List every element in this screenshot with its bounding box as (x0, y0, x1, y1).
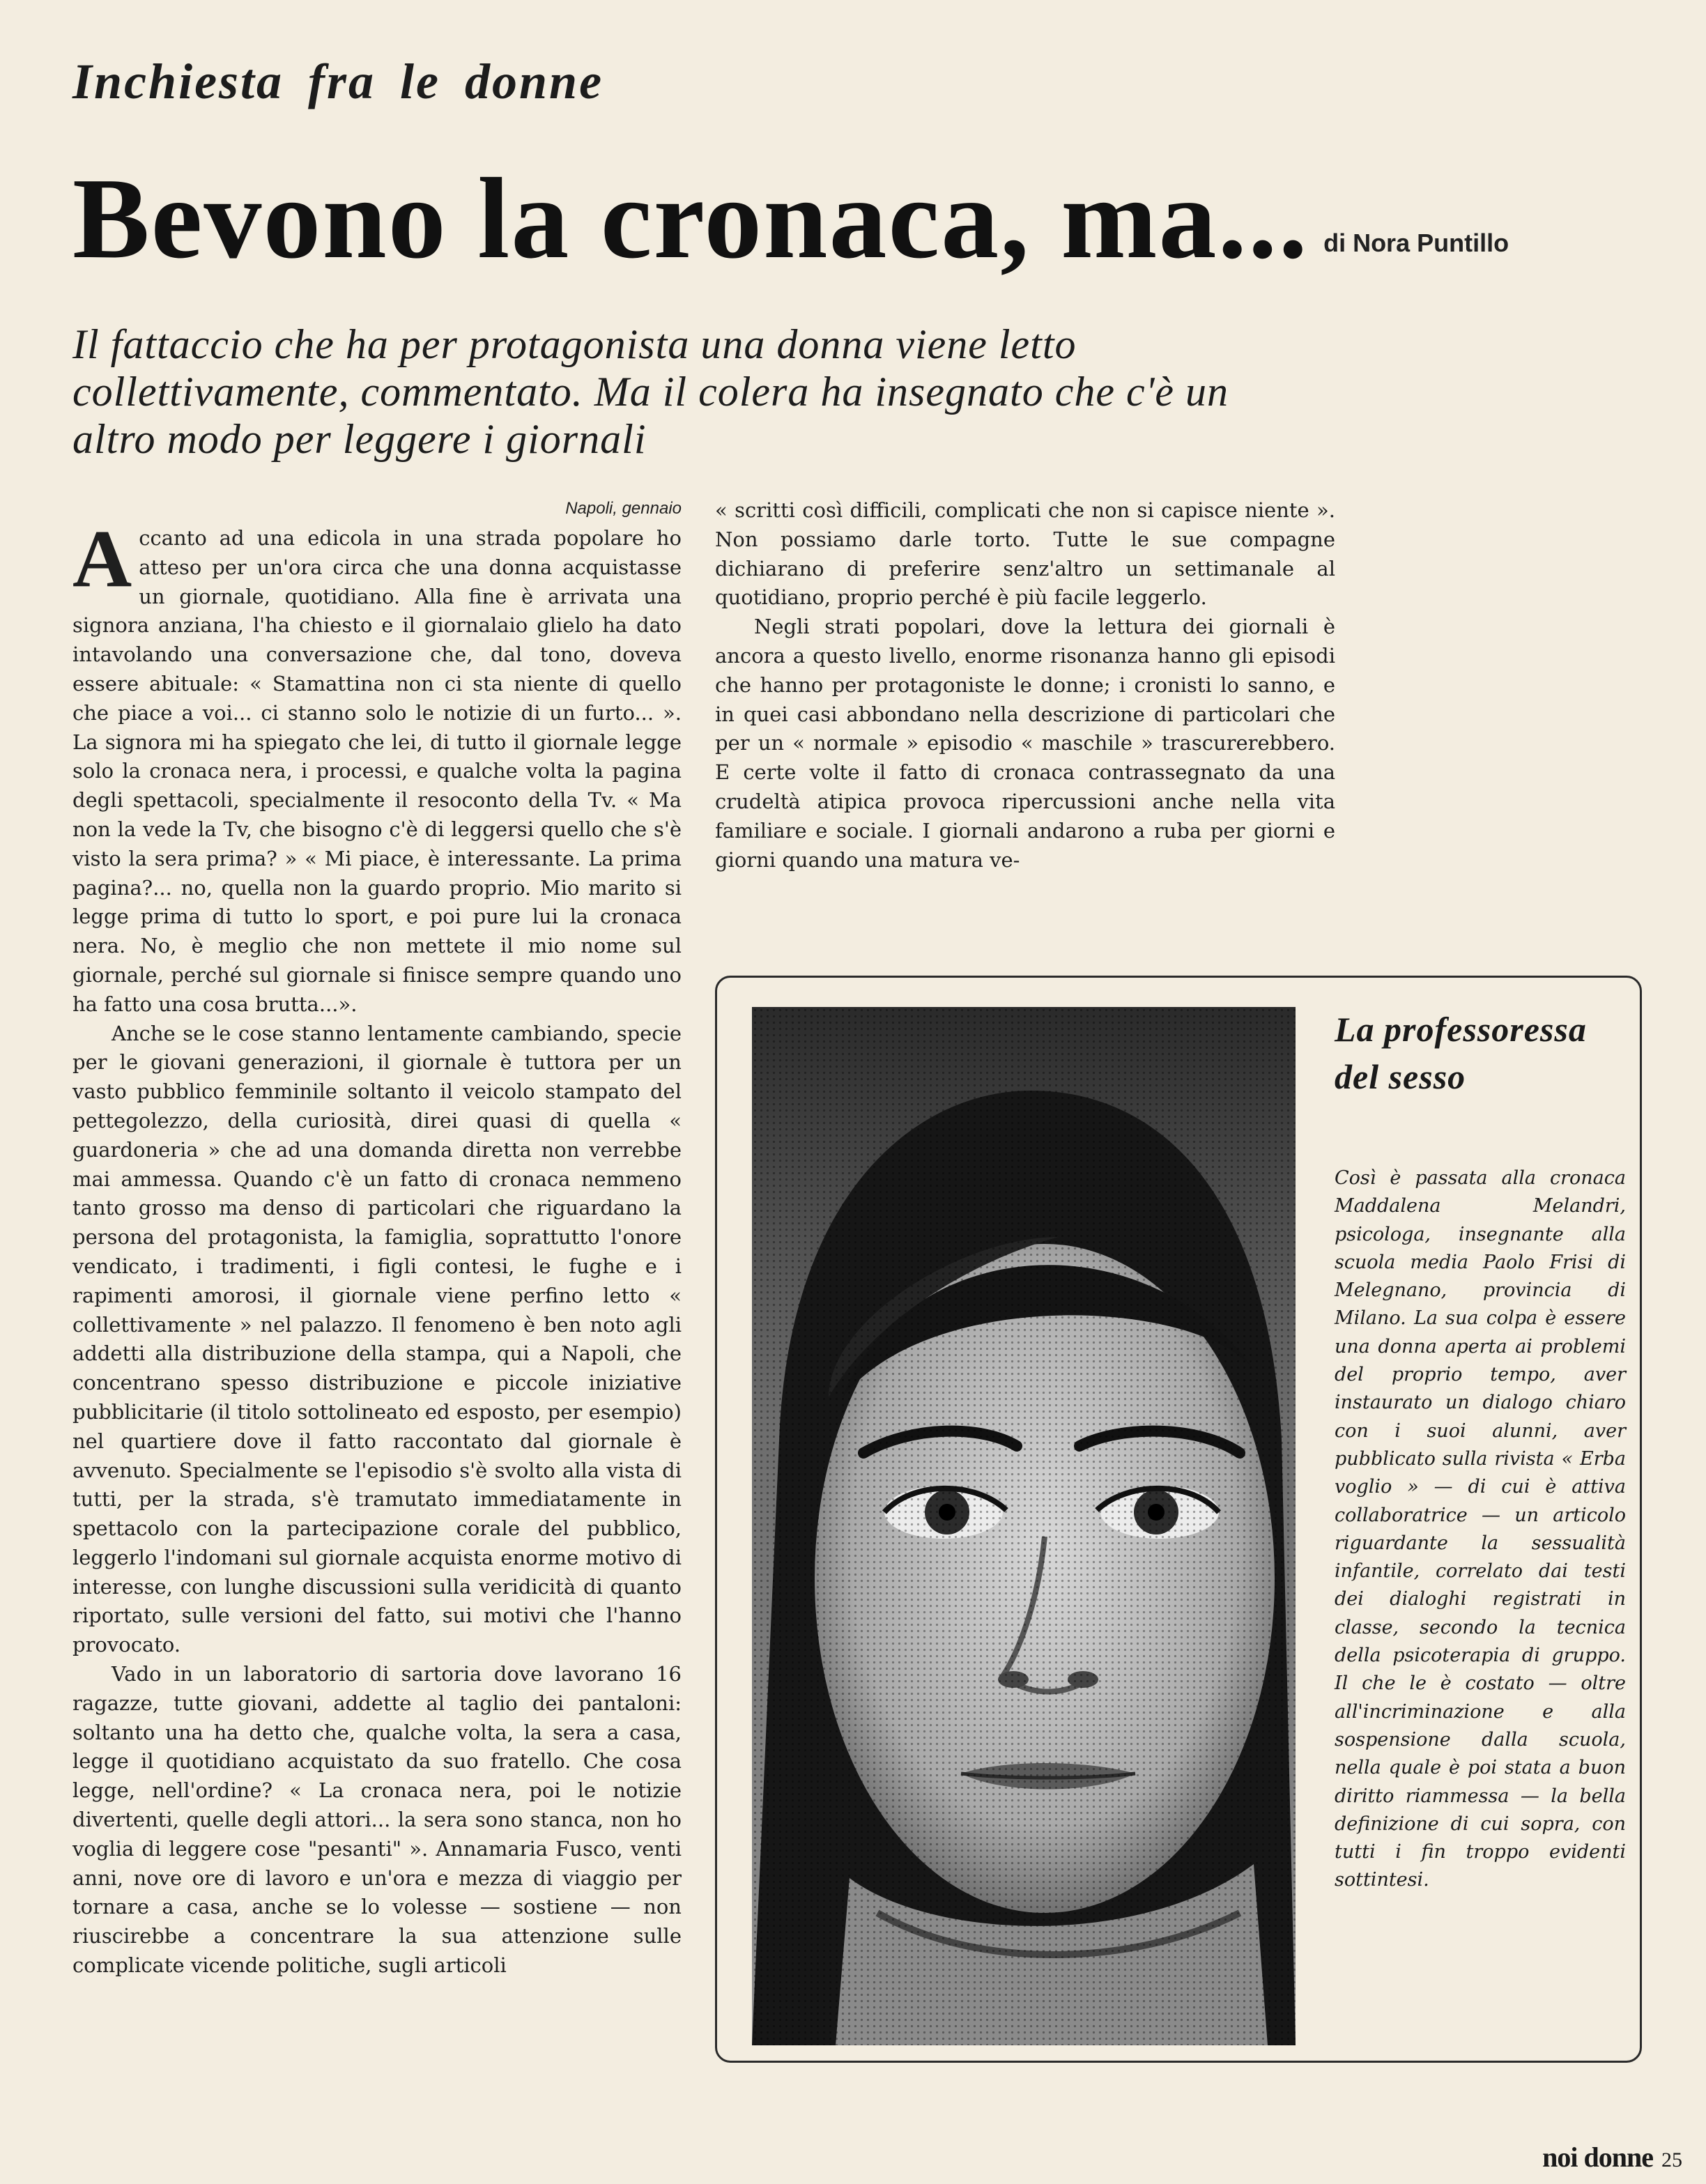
magazine-logo: noi donne (1542, 2141, 1653, 2173)
sidebar-box (715, 976, 1642, 2063)
kicker: Inchiesta fra le donne (72, 54, 604, 109)
paragraph: Vado in un laboratorio di sartoria dove lavorano 16 ragazze, tutte giovani, addette al taglio dei pantaloni: soltanto una ha detto che, qualche volta, la sera a casa, legge il quotidiano acquistato da suo fratello. Che cosa legge, nell'ordine? « La cronaca nera, poi le notizie divertenti, quelle degli attori... la sera sono stanca, non ho voglia di leggere cose "pesanti" ». Annamaria Fusco, venti anni, nove ore di lavoro e un'ora e mezza di viaggio per tornare a casa, anche se lo volesse — sostiene — non riuscirebbe a concentrare la sua attenzione sulle complicate vicende politiche, sugli articoli (72, 1662, 682, 1978)
portrait-illustration (752, 1007, 1296, 2045)
paragraph: « scritti così difficili, complicati che non si capisce niente ». Non possiamo darle torto. Tutte le sue compagne dichiarano di preferire senz'altro un settimanale al quotidiano, proprio perché è più facile leggerlo. (715, 498, 1335, 610)
column-2 (715, 496, 1335, 875)
standfirst: Il fattaccio che ha per protagonista una donna viene letto collettivamente, commentato. Ma il colera ha insegnato che c'è un altro modo per leggere i giornali (72, 321, 1229, 462)
paragraph-text: ccanto ad una edicola in una strada popolare ho atteso per un'ora circa che una donna acquistasse un giornale, quotidiano. Alla fine è arrivata una signora anziana, l'ha chiesto e il giornalaio glielo ha dato intavolando una conversazione che, dal tono, doveva essere abituale: « Stamattina non ci sta niente di quello che piace a voi... ci stanno solo le notizie di un furto... ». La signora mi ha spiegato che lei, di tutto il giornale legge solo la cronaca nera, i processi, e qualche volta la pagina degli spettacoli, specialmente il resoconto della Tv. « Ma non la vede la Tv, che bisogno c'è di leggersi quello che s'è visto la sera prima? » « Mi piace, è interessante. La prima pagina?... no, quella non la guardo proprio. Mio marito si legge prima di tutto lo sport, e poi pure lui la cronaca nera. No, è meglio che non mettete il mio nome sul giornale, perché sul giornale si finisce sempre quando uno ha fatto una cosa brutta...». (72, 526, 682, 1016)
paragraph: Negli strati popolari, dove la lettura dei giornali è ancora a questo livello, enorme risonanza hanno gli episodi che hanno per protagoniste le donne; i cronisti lo sanno, e in quei casi abbondano nella descrizione di particolari che per un « normale » episodio « maschile » trascurerebbero. E certe volte il fatto di cronaca contrassegnato da una crudeltà atipica provoca ripercussioni anche nella vita familiare e sociale. I giornali andarono a ruba per giorni e giorni quando una matura ve- (715, 615, 1335, 872)
sidebar-body: Così è passata alla cronaca Maddalena Melandri, psicologa, insegnante alla scuola media Paolo Frisi di Melegnano, provincia di Milano. La sua colpa è essere una donna aperta ai problemi del proprio tempo, aver instaurato un dialogo chiaro con i suoi alunni, aver pubblicato sulla rivista « Erba voglio » — di cui è attiva collaboratrice — un articolo riguardante la sessualità infantile, correlato dai testi dei dialoghi registrati in classe, secondo la tecnica della psicoterapia di gruppo. Il che le è costato — oltre all'incriminazione e alla sospensione dalla scuola, nella quale è poi stata a buon diritto riammessa — la bella definizione di cui sopra, con tutti i fin troppo evidenti sottintesi. (1335, 1167, 1626, 1891)
sidebar-title: La professoressa del sesso (1335, 1010, 1587, 1096)
byline: di Nora Puntillo (1323, 229, 1509, 257)
paragraph: Anche se le cose stanno lentamente cambiando, specie per le giovani generazioni, il giornale è tuttora per un vasto pubblico femminile soltanto il veicolo stampato del pettegolezzo, della curiosità, direi quasi di quella « guardoneria » che ad una domanda diretta non verrebbe mai ammessa. Quando c'è un fatto di cronaca nemmeno tanto grosso ma denso di particolari che riguardano la persona del protagonista, la famiglia, soprattutto l'onore vendicato, i tradimenti, i figli contesi, le fughe e i rapimenti amorosi, il giornale viene perfino letto « collettivamente » nel palazzo. Il fenomeno è ben noto agli addetti alla distribuzione della stampa, qui a Napoli, che concentrano spesso distribuzione e piccole iniziative pubblicitarie (il titolo sottolineato ed esposto, per esempio) nel quartiere dove il fatto raccontato dal giornale è avvenuto. Specialmente se l'episodio s'è svolto alla vista di tutti, per la strada, s'è tramutato immediatamente in spettacolo con la partecipazione corale del pubblico, leggerlo l'indomani sul giornale acquista enorme motivo di interesse, con lunghe discussioni sulla veridicità di quanto riportato, sulle versioni del fatto, sui motivi che l'hanno provocato. (72, 1021, 682, 1657)
headline-row (72, 154, 1509, 282)
portrait-photo (752, 1007, 1296, 2045)
dateline: Napoli, gennaio (565, 499, 682, 518)
paragraph (72, 513, 682, 1020)
column-1 (72, 496, 682, 1981)
page-footer (1542, 2141, 1682, 2174)
drop-cap: A (72, 513, 132, 604)
page-number: 25 (1661, 2148, 1682, 2171)
headline: Bevono la cronaca, ma... (72, 154, 1309, 282)
